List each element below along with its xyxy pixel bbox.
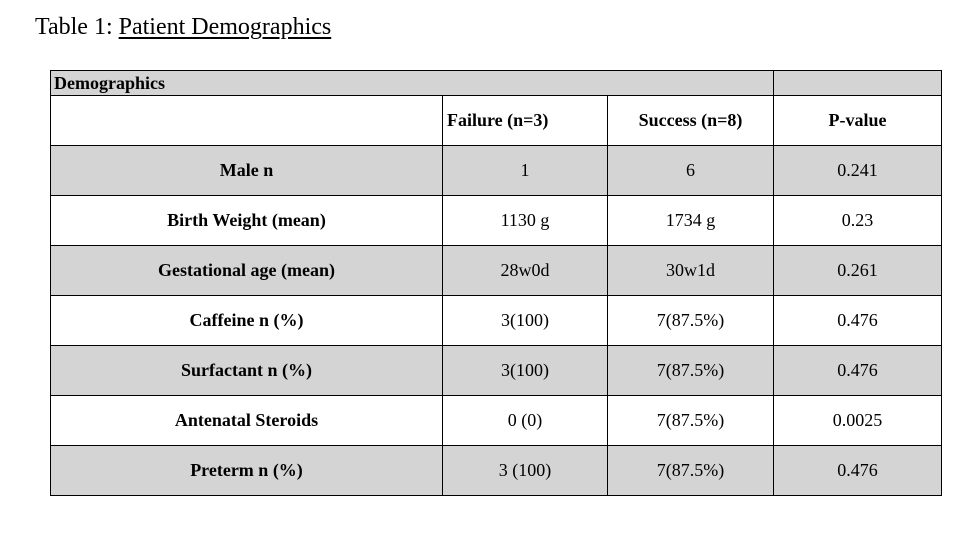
column-header-empty <box>51 96 443 146</box>
table-row <box>51 396 942 446</box>
row-label: Gestational age (mean) <box>51 246 443 296</box>
row-label: Caffeine n (%) <box>51 296 443 346</box>
row-label: Birth Weight (mean) <box>51 196 443 246</box>
table-row <box>51 296 942 346</box>
column-header-p-value: P-value <box>774 96 942 146</box>
failure-cell: 28w0d <box>443 246 608 296</box>
column-header-success: Success (n=8) <box>608 96 774 146</box>
p-value-cell: 0.241 <box>774 146 942 196</box>
section-header-row <box>51 71 942 96</box>
table-row <box>51 146 942 196</box>
failure-cell: 0 (0) <box>443 396 608 446</box>
failure-cell: 1 <box>443 146 608 196</box>
p-value-cell: 0.476 <box>774 346 942 396</box>
success-cell: 7(87.5%) <box>608 396 774 446</box>
failure-cell: 3 (100) <box>443 446 608 496</box>
failure-cell: 1130 g <box>443 196 608 246</box>
p-value-cell: 0.0025 <box>774 396 942 446</box>
success-cell: 7(87.5%) <box>608 446 774 496</box>
p-value-cell: 0.261 <box>774 246 942 296</box>
row-label: Surfactant n (%) <box>51 346 443 396</box>
demographics-table <box>50 70 942 496</box>
column-header-failure: Failure (n=3) <box>443 96 608 146</box>
success-cell: 7(87.5%) <box>608 346 774 396</box>
table-row <box>51 446 942 496</box>
failure-cell: 3(100) <box>443 296 608 346</box>
success-cell: 6 <box>608 146 774 196</box>
row-label: Male n <box>51 146 443 196</box>
table-row <box>51 346 942 396</box>
caption-title: Patient Demographics <box>118 14 332 40</box>
table-row <box>51 246 942 296</box>
table-caption <box>35 12 331 42</box>
p-value-cell: 0.476 <box>774 296 942 346</box>
section-header-empty-cell <box>774 71 942 96</box>
success-cell: 1734 g <box>608 196 774 246</box>
section-label: Demographics <box>51 71 774 96</box>
success-cell: 30w1d <box>608 246 774 296</box>
row-label: Antenatal Steroids <box>51 396 443 446</box>
failure-cell: 3(100) <box>443 346 608 396</box>
row-label: Preterm n (%) <box>51 446 443 496</box>
table-row <box>51 196 942 246</box>
p-value-cell: 0.23 <box>774 196 942 246</box>
success-cell: 7(87.5%) <box>608 296 774 346</box>
p-value-cell: 0.476 <box>774 446 942 496</box>
caption-prefix: Table 1: <box>35 14 119 40</box>
column-header-row <box>51 96 942 146</box>
